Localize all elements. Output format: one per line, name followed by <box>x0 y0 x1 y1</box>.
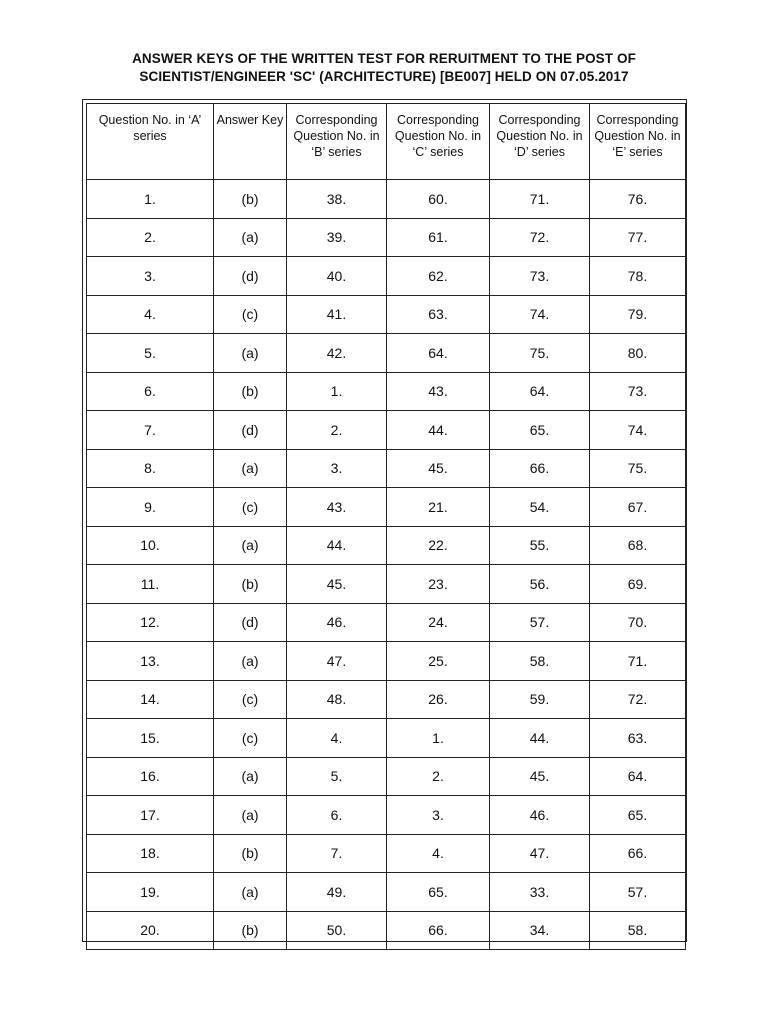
table-row <box>87 757 686 796</box>
cell-question-c: 60. <box>387 180 490 219</box>
cell-question-d: 44. <box>490 719 590 758</box>
cell-question-a: 11. <box>87 565 214 604</box>
cell-answer-key: (b) <box>214 372 287 411</box>
cell-question-a: 3. <box>87 257 214 296</box>
table-row <box>87 911 686 950</box>
cell-question-b: 1. <box>287 372 387 411</box>
cell-question-a: 4. <box>87 295 214 334</box>
cell-question-d: 73. <box>490 257 590 296</box>
cell-question-d: 33. <box>490 873 590 912</box>
cell-question-d: 34. <box>490 911 590 950</box>
cell-question-a: 14. <box>87 680 214 719</box>
table-row <box>87 372 686 411</box>
table-row <box>87 526 686 565</box>
cell-question-c: 45. <box>387 449 490 488</box>
cell-question-c: 44. <box>387 411 490 450</box>
cell-question-d: 66. <box>490 449 590 488</box>
cell-question-e: 69. <box>590 565 686 604</box>
cell-answer-key: (a) <box>214 796 287 835</box>
cell-question-b: 50. <box>287 911 387 950</box>
cell-question-e: 77. <box>590 218 686 257</box>
cell-question-c: 22. <box>387 526 490 565</box>
cell-question-b: 39. <box>287 218 387 257</box>
cell-question-c: 64. <box>387 334 490 373</box>
cell-question-e: 57. <box>590 873 686 912</box>
header-question-b: Corresponding Question No. in ‘B’ series <box>287 104 387 180</box>
cell-answer-key: (b) <box>214 834 287 873</box>
cell-answer-key: (a) <box>214 449 287 488</box>
cell-question-d: 55. <box>490 526 590 565</box>
cell-question-b: 42. <box>287 334 387 373</box>
cell-question-d: 54. <box>490 488 590 527</box>
cell-question-c: 25. <box>387 642 490 681</box>
cell-question-d: 56. <box>490 565 590 604</box>
cell-question-d: 58. <box>490 642 590 681</box>
cell-question-c: 1. <box>387 719 490 758</box>
cell-question-a: 8. <box>87 449 214 488</box>
cell-question-c: 26. <box>387 680 490 719</box>
table-row <box>87 642 686 681</box>
cell-question-d: 59. <box>490 680 590 719</box>
cell-question-a: 13. <box>87 642 214 681</box>
cell-question-e: 76. <box>590 180 686 219</box>
cell-question-b: 48. <box>287 680 387 719</box>
cell-question-c: 61. <box>387 218 490 257</box>
table-body <box>87 180 686 950</box>
cell-answer-key: (c) <box>214 719 287 758</box>
header-question-a: Question No. in ‘A’ series <box>87 104 214 180</box>
cell-question-d: 71. <box>490 180 590 219</box>
cell-question-b: 40. <box>287 257 387 296</box>
cell-question-a: 17. <box>87 796 214 835</box>
cell-question-c: 43. <box>387 372 490 411</box>
header-question-d: Corresponding Question No. in ‘D’ series <box>490 104 590 180</box>
cell-question-c: 63. <box>387 295 490 334</box>
cell-question-e: 64. <box>590 757 686 796</box>
answer-key-table <box>86 103 686 950</box>
cell-question-e: 67. <box>590 488 686 527</box>
cell-answer-key: (d) <box>214 603 287 642</box>
cell-answer-key: (a) <box>214 218 287 257</box>
cell-answer-key: (b) <box>214 565 287 604</box>
cell-question-c: 21. <box>387 488 490 527</box>
table-row <box>87 295 686 334</box>
cell-question-e: 74. <box>590 411 686 450</box>
cell-question-d: 75. <box>490 334 590 373</box>
table-row <box>87 334 686 373</box>
cell-answer-key: (a) <box>214 757 287 796</box>
cell-question-e: 72. <box>590 680 686 719</box>
cell-question-b: 7. <box>287 834 387 873</box>
cell-question-a: 18. <box>87 834 214 873</box>
cell-question-a: 1. <box>87 180 214 219</box>
cell-question-c: 2. <box>387 757 490 796</box>
document-title <box>0 50 768 86</box>
cell-question-b: 38. <box>287 180 387 219</box>
cell-question-b: 4. <box>287 719 387 758</box>
title-line-1: ANSWER KEYS OF THE WRITTEN TEST FOR RERUITMENT TO THE POST OF <box>132 51 636 66</box>
cell-answer-key: (c) <box>214 680 287 719</box>
cell-answer-key: (c) <box>214 295 287 334</box>
cell-question-e: 78. <box>590 257 686 296</box>
cell-question-a: 5. <box>87 334 214 373</box>
table-row <box>87 796 686 835</box>
cell-question-c: 62. <box>387 257 490 296</box>
cell-question-a: 7. <box>87 411 214 450</box>
cell-question-a: 6. <box>87 372 214 411</box>
cell-question-c: 4. <box>387 834 490 873</box>
table-row <box>87 719 686 758</box>
cell-question-d: 46. <box>490 796 590 835</box>
cell-question-d: 72. <box>490 218 590 257</box>
cell-question-b: 2. <box>287 411 387 450</box>
cell-question-d: 45. <box>490 757 590 796</box>
cell-question-d: 64. <box>490 372 590 411</box>
table-row <box>87 680 686 719</box>
table-row <box>87 449 686 488</box>
table-row <box>87 603 686 642</box>
cell-question-a: 9. <box>87 488 214 527</box>
cell-question-a: 10. <box>87 526 214 565</box>
cell-answer-key: (b) <box>214 180 287 219</box>
header-question-e: Corresponding Question No. in ‘E’ series <box>590 104 686 180</box>
table-row <box>87 218 686 257</box>
cell-question-c: 24. <box>387 603 490 642</box>
cell-question-e: 80. <box>590 334 686 373</box>
cell-question-e: 58. <box>590 911 686 950</box>
table-row <box>87 565 686 604</box>
cell-question-b: 3. <box>287 449 387 488</box>
cell-question-b: 45. <box>287 565 387 604</box>
cell-question-e: 65. <box>590 796 686 835</box>
cell-question-e: 68. <box>590 526 686 565</box>
cell-question-a: 15. <box>87 719 214 758</box>
cell-question-a: 2. <box>87 218 214 257</box>
cell-question-e: 63. <box>590 719 686 758</box>
cell-question-a: 20. <box>87 911 214 950</box>
cell-question-b: 44. <box>287 526 387 565</box>
cell-answer-key: (b) <box>214 911 287 950</box>
cell-question-b: 49. <box>287 873 387 912</box>
cell-question-c: 65. <box>387 873 490 912</box>
cell-question-e: 66. <box>590 834 686 873</box>
cell-question-e: 73. <box>590 372 686 411</box>
cell-question-b: 47. <box>287 642 387 681</box>
cell-question-a: 16. <box>87 757 214 796</box>
table-row <box>87 180 686 219</box>
table-row <box>87 257 686 296</box>
cell-question-c: 66. <box>387 911 490 950</box>
cell-question-b: 43. <box>287 488 387 527</box>
header-answer-key: Answer Key <box>214 104 287 180</box>
cell-question-e: 75. <box>590 449 686 488</box>
cell-answer-key: (a) <box>214 526 287 565</box>
answer-key-table-frame <box>82 99 687 942</box>
cell-question-e: 79. <box>590 295 686 334</box>
title-line-2: SCIENTIST/ENGINEER 'SC' (ARCHITECTURE) [BE007] HELD ON 07.05.2017 <box>139 69 629 84</box>
cell-answer-key: (a) <box>214 873 287 912</box>
cell-question-a: 19. <box>87 873 214 912</box>
cell-question-d: 74. <box>490 295 590 334</box>
cell-question-d: 57. <box>490 603 590 642</box>
cell-question-b: 46. <box>287 603 387 642</box>
cell-question-d: 65. <box>490 411 590 450</box>
cell-answer-key: (a) <box>214 642 287 681</box>
cell-question-e: 70. <box>590 603 686 642</box>
table-row <box>87 488 686 527</box>
cell-answer-key: (d) <box>214 257 287 296</box>
header-question-c: Corresponding Question No. in ‘C’ series <box>387 104 490 180</box>
cell-question-a: 12. <box>87 603 214 642</box>
cell-question-b: 41. <box>287 295 387 334</box>
cell-answer-key: (c) <box>214 488 287 527</box>
cell-question-c: 23. <box>387 565 490 604</box>
table-row <box>87 873 686 912</box>
cell-question-b: 6. <box>287 796 387 835</box>
table-header-row <box>87 104 686 180</box>
cell-answer-key: (a) <box>214 334 287 373</box>
cell-question-c: 3. <box>387 796 490 835</box>
cell-question-e: 71. <box>590 642 686 681</box>
table-row <box>87 411 686 450</box>
cell-question-b: 5. <box>287 757 387 796</box>
table-row <box>87 834 686 873</box>
cell-question-d: 47. <box>490 834 590 873</box>
cell-answer-key: (d) <box>214 411 287 450</box>
